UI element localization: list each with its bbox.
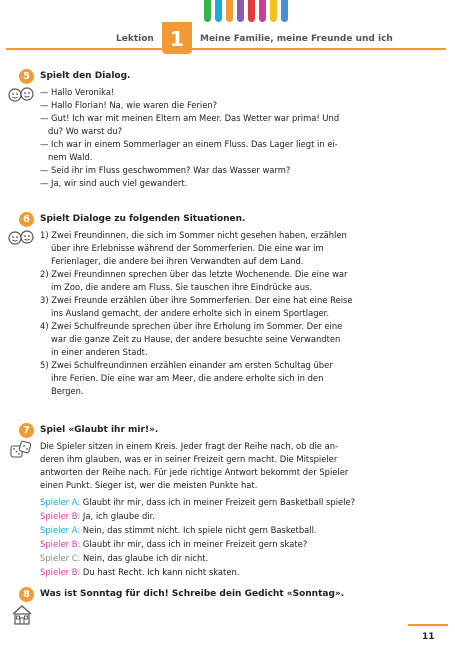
text-line: ihre Ferien. Die eine war am Meer, die andere erholte sich in den <box>51 373 324 383</box>
dialog-line <box>40 524 317 537</box>
color-stripe <box>259 0 266 22</box>
speaker-label: Spieler B: <box>40 539 81 549</box>
exercise-7-title: Spiel «Glaubt ihr mir!». <box>40 425 159 435</box>
exercise-8-title: Was ist Sonntag für dich! Schreibe dein Gedicht «Sonntag». <box>40 589 345 599</box>
speaker-label: Spieler A: <box>40 525 81 535</box>
text-line: — Ich war in einem Sommerlager an einem Fluss. Das Lager liegt in ei- <box>40 139 338 149</box>
text-line: 5) Zwei Schulfreundinnen erzählen einander am ersten Schultag über <box>40 360 333 370</box>
text-line: du? Wo warst du? <box>48 126 123 136</box>
color-stripe <box>248 0 255 22</box>
exercise-6-title: Spielt Dialoge zu folgenden Situationen. <box>40 214 246 224</box>
dialog-text: Du hast Recht. Ich kann nicht skaten. <box>80 567 240 577</box>
text-line: Ferienlager, die andere bei ihren Verwandten auf dem Land. <box>51 256 304 266</box>
exercise-5-number: 5 <box>19 69 34 84</box>
header-lektion-label: Lektion <box>116 34 154 44</box>
text-line: in einer anderen Stadt. <box>51 347 148 357</box>
color-stripe <box>204 0 211 22</box>
speaker-label: Spieler C: <box>40 553 81 563</box>
dialog-line <box>40 552 208 565</box>
dialog-text: Glaubt ihr mir, dass ich in meiner Freizeit gern skate? <box>80 539 308 549</box>
exercise-7-number: 7 <box>19 423 34 438</box>
text-line: im Zoo, die andere am Fluss. Sie tauschen ihre Eindrücke aus. <box>51 282 313 292</box>
dialog-text: Nein, das glaube ich dir nicht. <box>80 553 209 563</box>
text-line: 3) Zwei Freunde erzählen über ihre Sommerferien. Der eine hat eine Reise <box>40 295 353 305</box>
house-icon <box>11 604 33 626</box>
color-stripe <box>270 0 277 22</box>
text-line: Bergen. <box>51 386 84 396</box>
dialog-text: Glaubt ihr mir, dass ich in meiner Freizeit gern Basketball spiele? <box>80 497 356 507</box>
text-line: Die Spieler sitzen in einem Kreis. Jeder fragt der Reihe nach, ob die an- <box>40 441 339 451</box>
dialog-line <box>40 566 239 579</box>
exercise-8-number: 8 <box>19 587 34 602</box>
dialog-text: Ja, ich glaube dir. <box>80 511 155 521</box>
dialog-text: Nein, das stimmt nicht. Ich spiele nicht gern Basketball. <box>80 525 317 535</box>
text-line: 2) Zwei Freundinnen sprechen über das letzte Wochenende. Die eine war <box>40 269 348 279</box>
text-line: — Ja, wir sind auch viel gewandert. <box>40 178 188 188</box>
text-line: antworten der Reihe nach. Für jede richtige Antwort bekommt der Spieler <box>40 467 349 477</box>
speaker-label: Spieler B: <box>40 511 81 521</box>
page-number: 11 <box>422 632 435 642</box>
exercise-5-title: Spielt den Dialog. <box>40 71 131 81</box>
header-rule <box>6 48 446 50</box>
speaker-label: Spieler A: <box>40 497 81 507</box>
color-stripe <box>226 0 233 22</box>
footer-rule <box>408 624 448 626</box>
text-line: war die ganze Zeit zu Hause, der andere besuchte seine Verwandten <box>51 334 341 344</box>
text-line: — Gut! Ich war mit meinen Eltern am Meer. Das Wetter war prima! Und <box>40 113 340 123</box>
text-line: — Hallo Veronika! <box>40 87 115 97</box>
dialog-faces-icon <box>7 229 35 247</box>
text-line: ins Ausland gemacht, der andere erholte sich in einem Sportlager. <box>51 308 330 318</box>
header-title: Meine Familie, meine Freunde und ich <box>200 34 393 44</box>
dialog-line <box>40 510 155 523</box>
text-line: — Seid ihr im Fluss geschwommen? War das Wasser warm? <box>40 165 291 175</box>
text-line: nem Wald. <box>48 152 93 162</box>
text-line: deren ihm glauben, was er in seiner Freizeit gern macht. Die Mitspieler <box>40 454 338 464</box>
exercise-6-number: 6 <box>19 212 34 227</box>
dice-icon <box>9 440 33 462</box>
text-line: 1) Zwei Freundinnen, die sich im Sommer nicht gesehen haben, erzählen <box>40 230 347 240</box>
text-line: — Hallo Florian! Na, wie waren die Ferien? <box>40 100 218 110</box>
dialog-line <box>40 496 355 509</box>
speaker-label: Spieler B: <box>40 567 81 577</box>
color-stripe <box>281 0 288 22</box>
dialog-faces-icon <box>7 86 35 104</box>
text-line: über ihre Erlebnisse während der Sommerferien. Die eine war im <box>51 243 324 253</box>
text-line: einen Punkt. Sieger ist, wer die meisten Punkte hat. <box>40 480 258 490</box>
color-stripe <box>237 0 244 22</box>
color-stripe <box>215 0 222 22</box>
dialog-line <box>40 538 307 551</box>
lesson-number-badge: 1 <box>162 22 192 54</box>
text-line: 4) Zwei Schulfreunde sprechen über ihre Erholung im Sommer. Der eine <box>40 321 343 331</box>
